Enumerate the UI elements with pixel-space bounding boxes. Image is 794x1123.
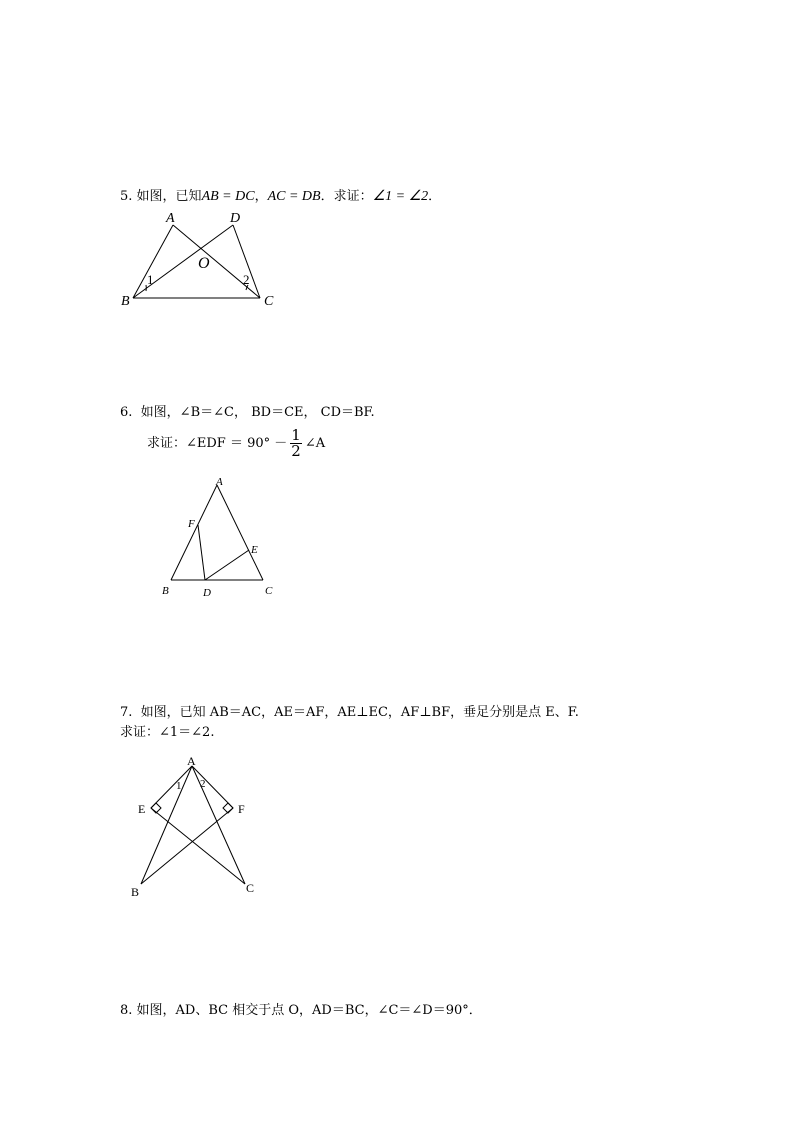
condition-ab-dc: AB = DC bbox=[201, 189, 255, 204]
fraction-denominator: 2 bbox=[291, 442, 301, 460]
label-d: D bbox=[203, 587, 211, 599]
label-f: F bbox=[188, 518, 195, 530]
label-b: B bbox=[162, 585, 169, 597]
prove-text: 求证：∠1＝∠2. bbox=[120, 725, 215, 740]
problem-number: 5. bbox=[120, 189, 133, 204]
end-mark: ． bbox=[428, 189, 442, 204]
label-o: O bbox=[198, 255, 210, 272]
label-b: B bbox=[131, 885, 140, 899]
prove-suffix: ∠A bbox=[304, 436, 326, 451]
angle-2-label: 2 bbox=[200, 778, 206, 790]
fraction-numerator: 1 bbox=[291, 426, 301, 444]
angle-1-label: 1 bbox=[176, 780, 182, 792]
label-a: A bbox=[187, 754, 196, 768]
angle-2-label: 2 bbox=[243, 272, 250, 287]
problem-text: 如图，AD、BC 相交于点 O，AD＝BC，∠C＝∠D＝90°． bbox=[136, 1003, 482, 1018]
goal-angle: ∠1 = ∠2 bbox=[372, 189, 429, 204]
condition-ac-db: AC = DB bbox=[267, 189, 321, 204]
prove-label: ．求证： bbox=[320, 189, 373, 204]
problem-number: 8. bbox=[120, 1003, 133, 1018]
problem-text: 如图，∠B＝∠C， BD＝CE， CD＝BF. bbox=[140, 405, 375, 420]
problem-8-statement bbox=[120, 1003, 482, 1019]
label-c: C bbox=[246, 881, 255, 895]
label-c: C bbox=[264, 294, 274, 309]
separator: ， bbox=[254, 189, 268, 204]
label-a: A bbox=[166, 211, 175, 226]
prove-text: 求证：∠EDF ＝ 90° － bbox=[147, 436, 288, 451]
problem-text: 如图，已知 AB＝AC，AE＝AF，AE⊥EC，AF⊥BF，垂足分别是点 E、F. bbox=[140, 705, 579, 720]
label-e: E bbox=[251, 544, 258, 556]
label-b: B bbox=[121, 294, 130, 309]
label-c: C bbox=[265, 585, 273, 597]
label-a: A bbox=[216, 476, 223, 488]
problem-number: 7. bbox=[120, 705, 133, 720]
label-f: F bbox=[238, 802, 245, 816]
problem-number: 6. bbox=[120, 405, 133, 420]
label-e: E bbox=[138, 802, 146, 816]
label-d: D bbox=[230, 211, 241, 226]
problem-text: 如图，已知 bbox=[136, 189, 202, 204]
angle-1-label: 1 bbox=[147, 272, 154, 287]
